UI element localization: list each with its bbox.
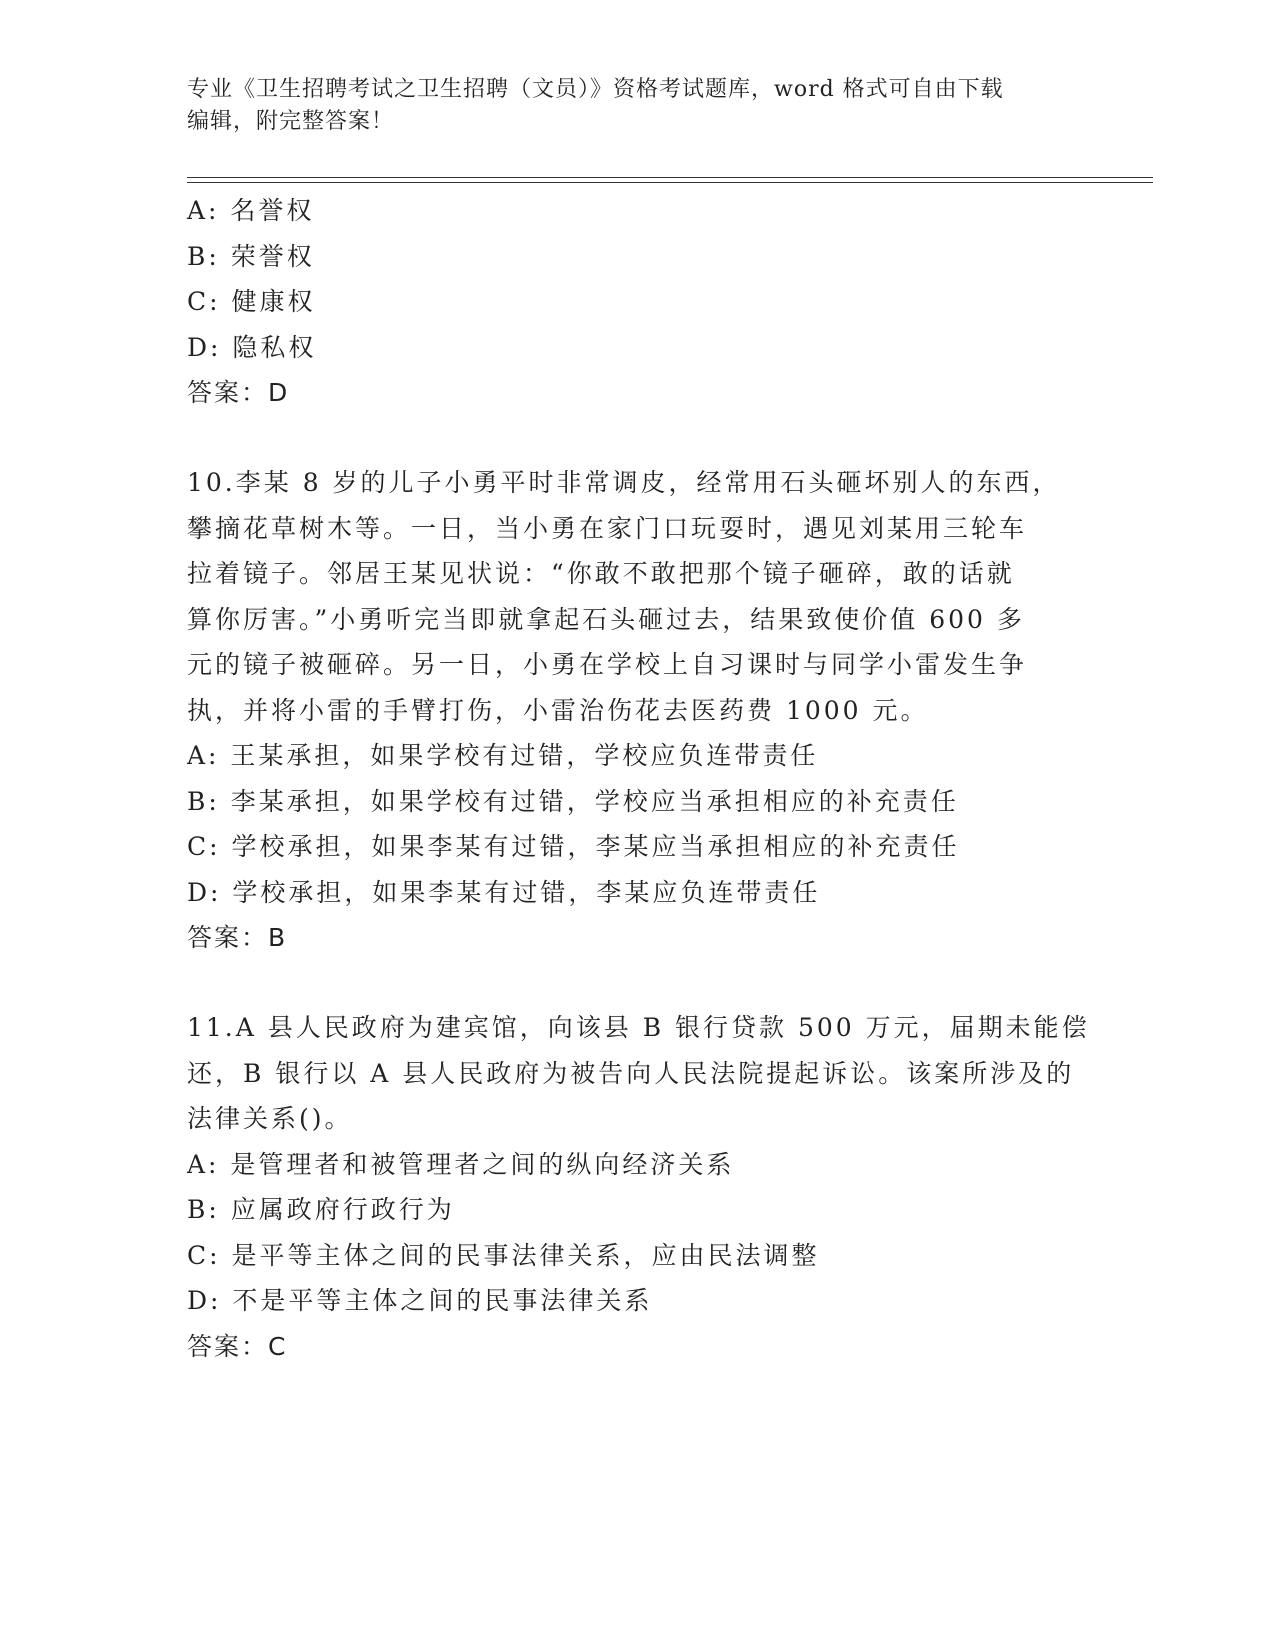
question-11 xyxy=(187,1005,1090,1369)
answer-label: 答案：C xyxy=(187,1331,288,1361)
option-b: B: 李某承担，如果学校有过错，学校应当承担相应的补充责任 xyxy=(187,786,959,816)
option-c: C: 健康权 xyxy=(187,287,316,316)
answer-label: 答案：B xyxy=(187,923,288,952)
question-text-line: 执，并将小雷的手臂打伤，小雷治伤花去医药费 1000 元。 xyxy=(187,695,929,725)
option-a: A: 王某承担，如果学校有过错，学校应负连带责任 xyxy=(187,741,819,770)
option-a: A: 名誉权 xyxy=(187,196,315,225)
question-text-line: 拉着镜子。邻居王某见状说：“你敢不敢把那个镜子砸碎，敢的话就 xyxy=(187,559,1015,588)
page-header xyxy=(187,74,1067,138)
answer-label: 答案：D xyxy=(187,378,290,407)
question-text-line: 攀摘花草树木等。一日，当小勇在家门口玩耍时，遇见刘某用三轮车 xyxy=(187,513,1028,543)
option-b: B: 荣誉权 xyxy=(187,241,315,271)
option-b: B: 应属政府行政行为 xyxy=(187,1195,455,1224)
question-text-line: 元的镜子被砸碎。另一日，小勇在学校上自习课时与同学小雷发生争 xyxy=(187,650,1028,679)
header-divider-bottom xyxy=(187,182,1153,183)
option-d: D: 不是平等主体之间的民事法律关系 xyxy=(187,1286,653,1315)
question-text-line: 算你厉害。”小勇听完当即就拿起石头砸过去，结果致使价值 600 多 xyxy=(187,604,1025,634)
header-line-2: 编辑，附完整答案！ xyxy=(187,109,395,134)
header-divider-top xyxy=(187,177,1153,178)
question-text-line: 11.A 县人民政府为建宾馆，向该县 B 银行贷款 500 万元，届期未能偿 xyxy=(187,1013,1090,1042)
question-text-line: 还，B 银行以 A 县人民政府为被告向人民法院提起诉讼。该案所涉及的 xyxy=(187,1058,1075,1088)
question-text-line: 法律关系()。 xyxy=(187,1104,353,1133)
question-9 xyxy=(187,188,1087,416)
question-text-line: 10.李某 8 岁的儿子小勇平时非常调皮，经常用石头砸坏别人的东西， xyxy=(187,468,1061,497)
header-line-1: 专业《卫生招聘考试之卫生招聘（文员）》资格考试题库，word 格式可自由下载 xyxy=(187,77,1004,102)
question-10 xyxy=(187,460,1087,961)
option-a: A: 是管理者和被管理者之间的纵向经济关系 xyxy=(187,1149,735,1179)
option-c: C: 学校承担，如果李某有过错，李某应当承担相应的补充责任 xyxy=(187,832,960,861)
option-d: D: 隐私权 xyxy=(187,332,317,362)
option-d: D: 学校承担，如果李某有过错，李某应负连带责任 xyxy=(187,877,821,907)
option-c: C: 是平等主体之间的民事法律关系，应由民法调整 xyxy=(187,1240,820,1270)
